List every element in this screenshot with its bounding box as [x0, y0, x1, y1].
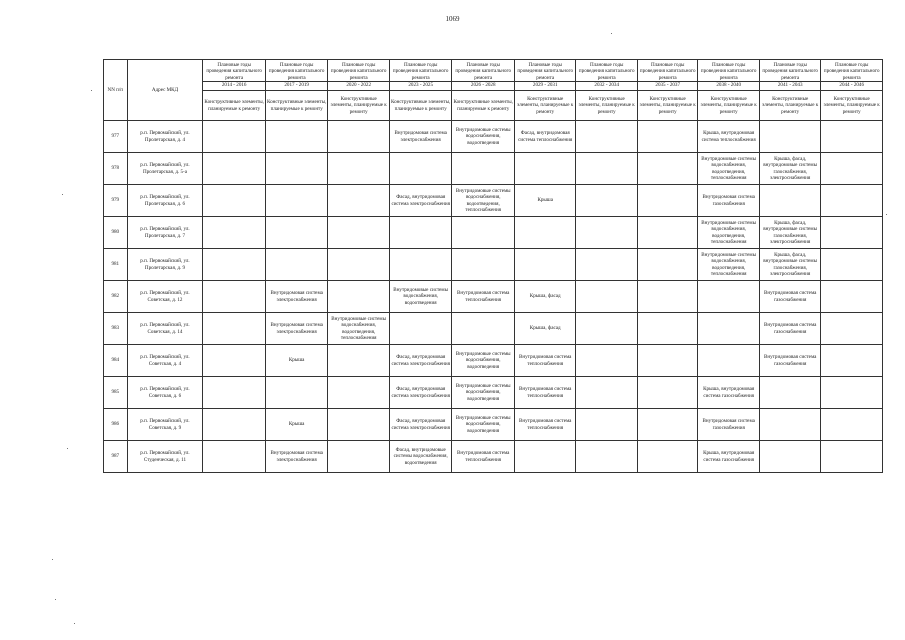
works-cell: Внутридомовые системы водоснабжения, водоотведения	[389, 281, 452, 313]
works-cell	[265, 249, 328, 281]
works-cell	[389, 249, 452, 281]
works-cell	[452, 313, 515, 345]
works-cell: Крыша, внутридомовая система теплоснабжения	[698, 121, 760, 153]
period-range: 2038 - 2040	[698, 81, 759, 88]
works-cell	[821, 249, 883, 281]
works-cell: Внутридомовые системы водоснабжения, водоотведения	[452, 409, 515, 441]
works-cell	[759, 185, 821, 217]
row-number: 987	[104, 441, 128, 473]
works-cell	[821, 345, 883, 377]
works-cell	[203, 249, 266, 281]
building-address: р.п. Первомайский, ул. Пролетарская, д. 9	[127, 249, 203, 281]
works-cell: Внутридомовые системы водоснабжения, водоотведения, теплоснабжения	[452, 185, 515, 217]
building-address: р.п. Первомайский, ул. Советская, д. 6	[127, 377, 203, 409]
works-cell	[759, 409, 821, 441]
works-cell: Фасад, внутридомовые системы водоснабжения, водоотведения	[389, 441, 452, 473]
building-address: р.п. Первомайский, ул. Советская, д. 12	[127, 281, 203, 313]
works-cell	[637, 153, 697, 185]
scan-speck	[74, 623, 75, 624]
works-cell: Внутридомовая система теплоснабжения	[452, 281, 515, 313]
works-cell	[328, 121, 390, 153]
works-cell: Фасад, внутридомовая система электроснабжения	[389, 345, 452, 377]
works-cell: Крыша, фасад, внутридомовые системы газоснабжения, электроснабжения	[759, 249, 821, 281]
works-cell	[265, 153, 328, 185]
scan-speck	[67, 448, 68, 449]
works-cell	[637, 121, 697, 153]
row-number: 980	[104, 217, 128, 249]
period-header-11	[821, 60, 883, 91]
works-cell: Крыша	[265, 409, 328, 441]
works-cell	[698, 313, 760, 345]
period-header-9	[698, 60, 760, 91]
period-label: Плановые годы проведения капитального ремонта	[206, 62, 262, 81]
period-range: 2014 - 2016	[203, 81, 265, 88]
works-cell	[389, 313, 452, 345]
works-header-6: Конструктивные элементы, планируемые к ремонту	[514, 91, 576, 121]
works-cell	[821, 281, 883, 313]
works-cell	[821, 409, 883, 441]
works-cell	[821, 377, 883, 409]
period-range: 2044 - 2046	[821, 81, 882, 88]
works-cell	[203, 185, 266, 217]
period-range: 2041 - 2043	[760, 81, 821, 88]
row-number: 984	[104, 345, 128, 377]
period-range: 2026 - 2028	[452, 81, 514, 88]
works-cell: Внутридомовая система электроснабжения	[265, 441, 328, 473]
works-cell	[328, 249, 390, 281]
period-range: 2035 - 2037	[638, 81, 697, 88]
address-column-header: Адрес МКД	[127, 60, 203, 121]
works-cell	[698, 281, 760, 313]
works-header-8: Конструктивные элементы, планируемые к ремонту	[637, 91, 697, 121]
works-cell: Внутридомовые системы водоснабжения, водоотведения, теплоснабжения	[328, 313, 390, 345]
works-cell: Внутридомовая система газоснабжения	[759, 313, 821, 345]
works-cell	[637, 345, 697, 377]
works-cell: Внутридомовая система газоснабжения	[698, 185, 760, 217]
works-header-1: Конструктивные элементы, планируемые к ремонту	[203, 91, 266, 121]
works-cell	[389, 153, 452, 185]
works-cell: Фасад, внутридомовая система электроснабжения	[389, 409, 452, 441]
works-cell: Фасад, внутридомовая система электроснабжения	[389, 377, 452, 409]
period-label: Плановые годы проведения капитального ремонта	[823, 62, 880, 81]
works-cell	[576, 409, 638, 441]
works-cell: Фасад, внутридомовая система теплоснабжения	[514, 121, 576, 153]
row-number: 981	[104, 249, 128, 281]
period-header-1	[203, 60, 266, 91]
works-cell: Внутридомовая система газоснабжения	[759, 345, 821, 377]
works-cell	[576, 313, 638, 345]
scan-speck	[886, 214, 887, 215]
period-label: Плановые годы проведения капитального ремонта	[330, 62, 387, 81]
works-cell: Внутридомовые системы водоснабжения, водоотведения, теплоснабжения	[698, 249, 760, 281]
period-header-5	[452, 60, 515, 91]
period-header-10	[759, 60, 821, 91]
period-label: Плановые годы проведения капитального ремонта	[578, 62, 635, 81]
table-row	[104, 441, 883, 473]
works-cell	[328, 441, 390, 473]
works-cell	[328, 281, 390, 313]
building-address: р.п. Первомайский, ул. Советская, д. 4	[127, 345, 203, 377]
works-cell: Внутридомовые системы водоснабжения, водоотведения	[452, 345, 515, 377]
table-row	[104, 281, 883, 313]
works-header-10: Конструктивные элементы, планируемые к ремонту	[759, 91, 821, 121]
works-cell: Внутридомовые системы водоснабжения, водоотведения	[452, 377, 515, 409]
works-cell	[576, 121, 638, 153]
period-header-4	[389, 60, 452, 91]
header-row-works	[104, 91, 883, 121]
building-address: р.п. Первомайский, ул. Пролетарская, д. 5-а	[127, 153, 203, 185]
works-cell	[759, 441, 821, 473]
works-cell	[821, 217, 883, 249]
period-header-3	[328, 60, 390, 91]
works-cell	[452, 249, 515, 281]
works-cell	[576, 249, 638, 281]
period-header-6	[514, 60, 576, 91]
works-cell	[637, 217, 697, 249]
works-cell	[821, 441, 883, 473]
works-cell	[203, 409, 266, 441]
works-cell	[203, 345, 266, 377]
works-cell	[514, 153, 576, 185]
works-cell	[637, 313, 697, 345]
building-address: р.п. Первомайский, ул. Пролетарская, д. 7	[127, 217, 203, 249]
works-cell	[265, 121, 328, 153]
works-header-4: Конструктивные элементы, планируемые к ремонту	[389, 91, 452, 121]
building-address: р.п. Первомайский, ул. Советская, д. 14	[127, 313, 203, 345]
row-number: 979	[104, 185, 128, 217]
works-cell	[328, 217, 390, 249]
table-row	[104, 185, 883, 217]
works-cell	[328, 409, 390, 441]
works-cell	[637, 377, 697, 409]
period-range: 2032 - 2034	[576, 81, 637, 88]
works-cell: Внутридомовая система электроснабжения	[265, 281, 328, 313]
works-cell	[637, 185, 697, 217]
works-cell	[203, 377, 266, 409]
table-header	[104, 60, 883, 121]
works-cell: Крыша	[514, 185, 576, 217]
works-cell	[203, 217, 266, 249]
table-row	[104, 409, 883, 441]
table-row	[104, 313, 883, 345]
period-label: Плановые годы проведения капитального ремонта	[392, 62, 449, 81]
capital-repair-schedule-table	[103, 59, 883, 473]
works-cell	[821, 121, 883, 153]
building-address: р.п. Первомайский, ул. Советская, д. 9	[127, 409, 203, 441]
works-cell: Внутридомовая система газоснабжения	[759, 281, 821, 313]
scan-speck	[611, 33, 612, 34]
works-cell	[637, 281, 697, 313]
row-number: 983	[104, 313, 128, 345]
works-cell	[576, 377, 638, 409]
works-cell	[203, 313, 266, 345]
period-range: 2023 - 2025	[390, 81, 452, 88]
works-cell	[698, 345, 760, 377]
scan-speck	[62, 194, 63, 195]
works-cell	[759, 121, 821, 153]
period-label: Плановые годы проведения капитального ремонта	[762, 62, 818, 81]
row-number: 977	[104, 121, 128, 153]
works-cell	[328, 185, 390, 217]
works-cell: Крыша, фасад	[514, 313, 576, 345]
works-header-3: Конструктивные элементы, планируемые к ремонту	[328, 91, 390, 121]
works-cell	[637, 441, 697, 473]
works-cell: Внутридомовая система электроснабжения	[389, 121, 452, 153]
works-cell: Крыша, фасад, внутридомовые системы газоснабжения, электроснабжения	[759, 153, 821, 185]
works-header-2: Конструктивные элементы, планируемые к ремонту	[265, 91, 328, 121]
table-row	[104, 249, 883, 281]
works-header-11: Конструктивные элементы, планируемые к ремонту	[821, 91, 883, 121]
period-range: 2017 - 2019	[266, 81, 328, 88]
works-cell	[328, 377, 390, 409]
works-cell	[452, 217, 515, 249]
header-row-periods	[104, 60, 883, 91]
works-cell: Внутридомовая система теплоснабжения	[514, 409, 576, 441]
works-cell: Крыша, внутридомовая система газоснабжения	[698, 441, 760, 473]
table-row	[104, 217, 883, 249]
works-cell	[576, 153, 638, 185]
works-cell	[328, 153, 390, 185]
row-number: 985	[104, 377, 128, 409]
works-cell	[821, 185, 883, 217]
works-cell	[576, 217, 638, 249]
building-address: р.п. Первомайский, ул. Студенческая, д. 11	[127, 441, 203, 473]
works-cell	[203, 153, 266, 185]
period-label: Плановые годы проведения капитального ремонта	[517, 62, 574, 81]
works-cell	[203, 441, 266, 473]
works-cell: Фасад, внутридомовая система электроснабжения	[389, 185, 452, 217]
table-row	[104, 377, 883, 409]
works-cell	[265, 377, 328, 409]
building-address: р.п. Первомайский, ул. Пролетарская, д. 4	[127, 121, 203, 153]
works-cell	[328, 345, 390, 377]
works-cell: Крыша	[265, 345, 328, 377]
works-cell: Внутридомовая система теплоснабжения	[514, 377, 576, 409]
table-body	[104, 121, 883, 473]
works-cell: Внутридомовая система теплоснабжения	[514, 345, 576, 377]
table-row	[104, 121, 883, 153]
row-number: 982	[104, 281, 128, 313]
scan-speck	[52, 559, 53, 560]
works-cell: Внутридомовые системы водоснабжения, водоотведения	[452, 121, 515, 153]
works-cell	[265, 217, 328, 249]
works-cell	[389, 217, 452, 249]
works-cell	[821, 313, 883, 345]
works-header-5: Конструктивные элементы, планируемые к ремонту	[452, 91, 515, 121]
period-header-7	[576, 60, 638, 91]
period-range: 2029 - 2031	[515, 81, 576, 88]
period-header-8	[637, 60, 697, 91]
works-cell	[514, 441, 576, 473]
works-cell	[637, 249, 697, 281]
works-cell: Внутридомовая система электроснабжения	[265, 313, 328, 345]
num-column-header: NN п/п	[104, 60, 128, 121]
period-header-2	[265, 60, 328, 91]
works-header-7: Конструктивные элементы, планируемые к ремонту	[576, 91, 638, 121]
works-cell	[637, 409, 697, 441]
scan-speck	[55, 599, 56, 600]
works-cell: Внутридомовая система газоснабжения	[698, 409, 760, 441]
works-cell	[576, 441, 638, 473]
works-cell	[576, 345, 638, 377]
works-cell	[759, 377, 821, 409]
works-cell	[576, 281, 638, 313]
period-label: Плановые годы проведения капитального ремонта	[268, 62, 325, 81]
works-cell: Крыша, фасад, внутридомовые системы газоснабжения, электроснабжения	[759, 217, 821, 249]
period-label: Плановые годы проведения капитального ремонта	[700, 62, 757, 81]
page-number: 1069	[445, 15, 460, 23]
scan-speck	[91, 90, 92, 91]
period-label: Плановые годы проведения капитального ремонта	[455, 62, 511, 81]
period-label: Плановые годы проведения капитального ремонта	[639, 62, 696, 81]
works-cell	[514, 249, 576, 281]
works-cell: Внутридомовые системы водоснабжения, водоотведения, теплоснабжения	[698, 217, 760, 249]
row-number: 986	[104, 409, 128, 441]
works-cell	[514, 217, 576, 249]
works-header-9: Конструктивные элементы, планируемые к ремонту	[698, 91, 760, 121]
works-cell	[203, 281, 266, 313]
works-cell: Внутридомовая система теплоснабжения	[452, 441, 515, 473]
period-range: 2020 - 2022	[328, 81, 389, 88]
works-cell	[821, 153, 883, 185]
works-cell	[576, 185, 638, 217]
works-cell: Крыша, внутридомовая система газоснабжения	[698, 377, 760, 409]
works-cell: Крыша, фасад	[514, 281, 576, 313]
works-cell	[203, 121, 266, 153]
row-number: 978	[104, 153, 128, 185]
works-cell	[452, 153, 515, 185]
works-cell: Внутридомовые системы водоснабжения, водоотведения, теплоснабжения	[698, 153, 760, 185]
table-row	[104, 345, 883, 377]
works-cell	[265, 185, 328, 217]
building-address: р.п. Первомайский, ул. Пролетарская, д. 6	[127, 185, 203, 217]
table-row	[104, 153, 883, 185]
